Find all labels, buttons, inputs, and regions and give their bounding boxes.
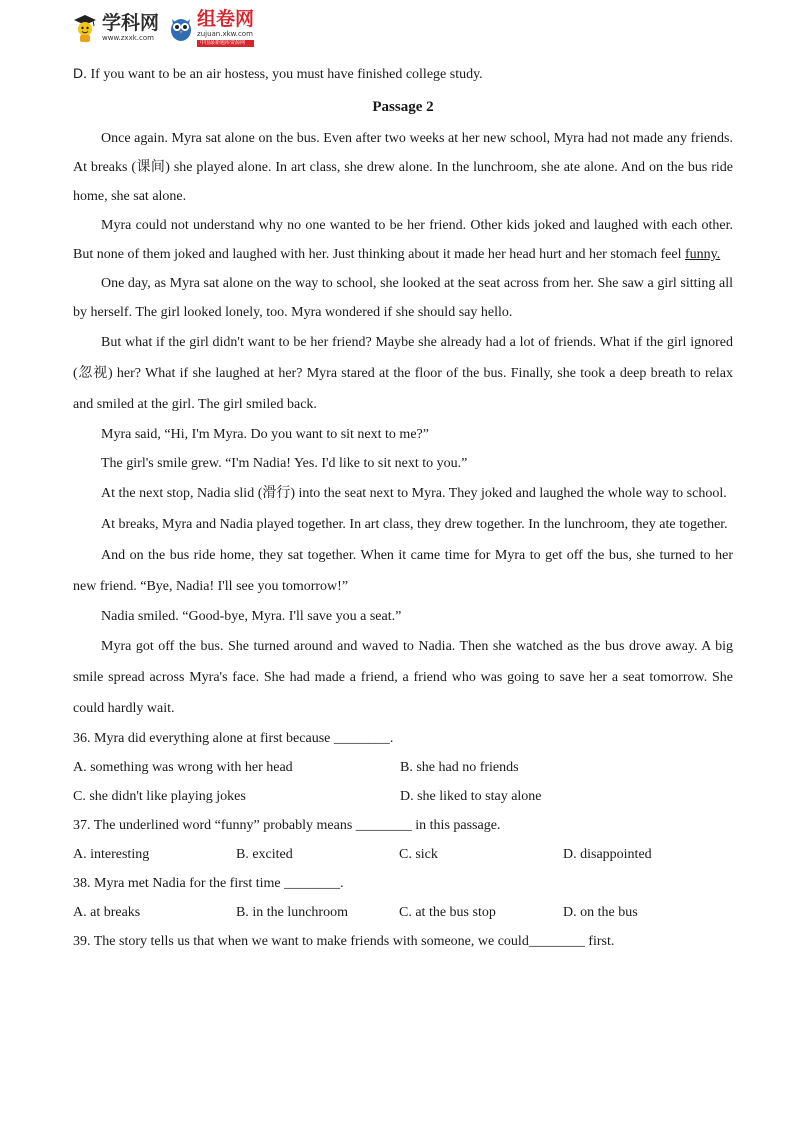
option-text: If you want to be an air hostess, you must have finished college study. [87, 67, 483, 82]
option-c: C. sick [399, 847, 438, 862]
zujuan-logo-tagline: 中国最新题库资源网 [197, 40, 254, 47]
zxxk-logo-name: 学科网 [102, 12, 160, 34]
option-a: A. interesting [73, 847, 150, 862]
option-c: C. at the bus stop [399, 905, 496, 920]
option-d: D. she liked to stay alone [400, 789, 542, 804]
question-36 [73, 724, 733, 811]
passage-paragraph: Myra got off the bus. She turned around and waved to Nadia. Then she watched as the bus drove away. A big smile spread across Myra's face. She had made a friend, a friend who was going to save her a seat tomorrow. She could hardly wait. [73, 639, 733, 716]
passage-paragraph: But what if the girl didn't want to be her friend? Maybe she already had a lot of friends. What if the girl ignored (忽视) her? What if she laughed at her? Myra stared at the floor of the bus. Finally, she took a deep breath to relax and smiled at the girl. The girl smiled back. [73, 335, 733, 412]
question-stem: 39. The story tells us that when we want to make friends with someone, we could________ first. [73, 934, 615, 949]
question-stem: 38. Myra met Nadia for the first time ________. [73, 876, 344, 891]
answer-options [73, 898, 733, 927]
page-header [72, 7, 255, 46]
zxxk-logo-url: www.zxxk.com [102, 34, 154, 42]
question-stem: 37. The underlined word “funny” probably means ________ in this passage. [73, 818, 501, 833]
passage-paragraph: At breaks, Myra and Nadia played together. In art class, they drew together. In the lunchroom, they ate together. [101, 517, 728, 532]
passage-paragraph: The girl's smile grew. “I'm Nadia! Yes. I'd like to sit next to you.” [101, 456, 468, 471]
graduate-mascot-icon [72, 13, 98, 43]
option-b: B. she had no friends [400, 760, 519, 775]
passage-paragraph [73, 211, 733, 269]
option-a: A. something was wrong with her head [73, 760, 293, 775]
question-39 [73, 927, 733, 956]
question-stem: 36. Myra did everything alone at first because ________. [73, 731, 394, 746]
option-a: A. at breaks [73, 905, 141, 920]
zxxk-logo [72, 13, 159, 43]
option-d: D. disappointed [563, 847, 652, 862]
passage-paragraph: Nadia smiled. “Good-bye, Myra. I'll save you a seat.” [101, 609, 402, 624]
owl-mascot-icon [169, 13, 193, 43]
answer-options [73, 840, 733, 869]
option-letter: D. [73, 65, 87, 81]
option-d: D. on the bus [563, 905, 638, 920]
paragraph-text: Myra could not understand why no one wanted to be her friend. Other kids joked and laughed with each other. But none of them joked and laughed with her. Just thinking about it made her head hurt and her stomach feel [73, 218, 733, 262]
passage-paragraph: Myra said, “Hi, I'm Myra. Do you want to sit next to me?” [101, 427, 429, 442]
question-37 [73, 811, 733, 869]
passage-paragraph: At the next stop, Nadia slid (滑行) into the seat next to Myra. They joked and laughed the whole way to school. [101, 486, 727, 501]
option-b: B. excited [236, 847, 293, 862]
zujuan-logo-name: 组卷网 [197, 7, 255, 30]
zujuan-logo [169, 7, 255, 47]
option-b: B. in the lunchroom [236, 905, 348, 920]
answer-options [73, 753, 733, 811]
passage-paragraph: Once again. Myra sat alone on the bus. Even after two weeks at her new school, Myra had not made any friends. At breaks (课间) she played alone. In art class, she drew alone. In the lunchroom, she ate alone. And on the bus ride home, she sat alone. [73, 131, 733, 204]
question-38 [73, 869, 733, 927]
passage-paragraph: One day, as Myra sat alone on the way to school, she looked at the seat across from her. She saw a girl sitting all by herself. The girl looked lonely, too. Myra wondered if she should say hello. [73, 276, 733, 320]
passage-title: Passage 2 [372, 99, 434, 115]
previous-option-d [73, 62, 733, 86]
document-body [73, 62, 733, 956]
option-c: C. she didn't like playing jokes [73, 789, 246, 804]
underlined-word: funny. [684, 247, 721, 262]
passage-paragraph: And on the bus ride home, they sat together. When it came time for Myra to get off the bus, she turned to her new friend. “Bye, Nadia! I'll see you tomorrow!” [73, 548, 733, 594]
zujuan-logo-url: zujuan.xkw.com [197, 29, 253, 38]
